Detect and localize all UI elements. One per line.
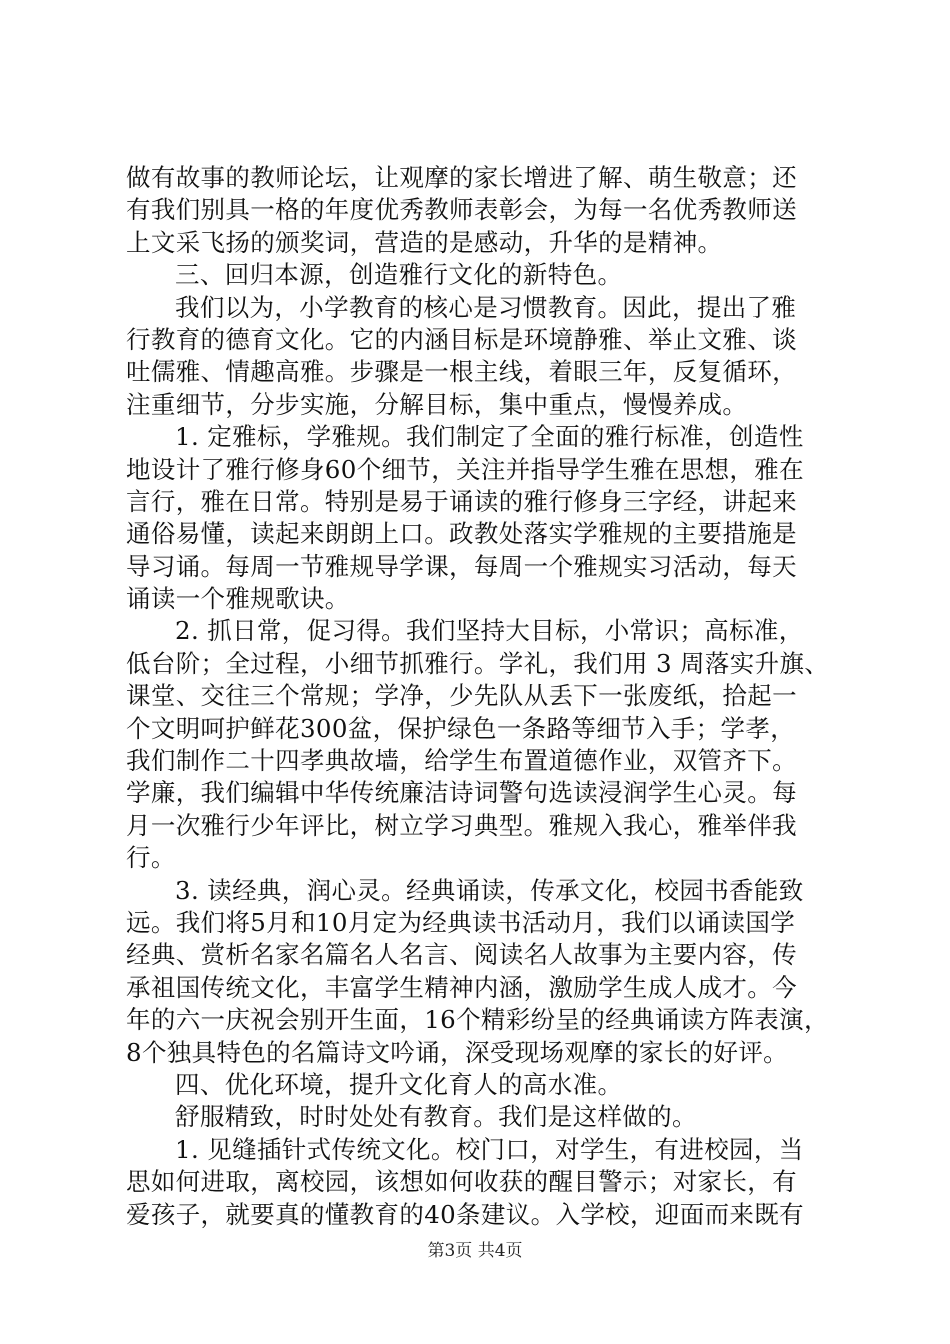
text-line: 地设计了雅行修身60个细节，关注并指导学生雅在思想，雅在 bbox=[126, 454, 804, 484]
text-line: 舒服精致，时时处处有教育。我们是这样做的。 bbox=[175, 1102, 697, 1132]
text-line: 低台阶；全过程，小细节抓雅行。学礼，我们用 3 周落实升旗、 bbox=[126, 648, 830, 678]
text-line: 远。我们将5月和10月定为经典读书活动月，我们以诵读国学 bbox=[126, 907, 796, 937]
text-line: 学廉，我们编辑中华传统廉洁诗词警句选读浸润学生心灵。每 bbox=[126, 778, 797, 808]
text-line: 言行，雅在日常。特别是易于诵读的雅行修身三字经，讲起来 bbox=[126, 486, 797, 516]
text-line: 我们以为，小学教育的核心是习惯教育。因此，提出了雅 bbox=[175, 292, 797, 322]
text-line: 8个独具特色的名篇诗文吟诵，深受现场观摩的家长的好评。 bbox=[126, 1037, 789, 1067]
text-line: 经典、赏析名家名篇名人名言、阅读名人故事为主要内容，传 bbox=[126, 940, 797, 970]
text-line: 2. 抓日常，促习得。我们坚持大目标，小常识；高标准， bbox=[175, 616, 804, 646]
text-line: 四、优化环境，提升文化育人的高水准。 bbox=[175, 1069, 623, 1099]
text-line: 注重细节，分步实施，分解目标，集中重点，慢慢养成。 bbox=[126, 389, 748, 419]
text-line: 三、回归本源，创造雅行文化的新特色。 bbox=[175, 260, 623, 290]
text-line: 行教育的德育文化。它的内涵目标是环境静雅、举止文雅、谈 bbox=[126, 324, 797, 354]
text-line: 1. 见缝插针式传统文化。校门口，对学生，有进校园，当 bbox=[175, 1134, 804, 1164]
text-line: 个文明呵护鲜花300盆，保护绿色一条路等细节入手；学孝， bbox=[126, 713, 796, 743]
text-line: 思如何进取，离校园，该想如何收获的醒目警示；对家长，有 bbox=[126, 1167, 797, 1197]
text-line: 月一次雅行少年评比，树立学习典型。雅规入我心，雅举伴我 bbox=[126, 810, 797, 840]
page-footer: 第3页 共4页 bbox=[427, 1241, 523, 1261]
text-line: 课堂、交往三个常规；学净，少先队从丢下一张废纸，拾起一 bbox=[126, 681, 797, 711]
text-line: 通俗易懂，读起来朗朗上口。政教处落实学雅规的主要措施是 bbox=[126, 519, 797, 549]
text-line: 上文采飞扬的颁奖词，营造的是感动，升华的是精神。 bbox=[126, 227, 723, 257]
text-line: 承祖国传统文化，丰富学生精神内涵，激励学生成人成才。今 bbox=[126, 972, 797, 1002]
text-line: 导习诵。每周一节雅规导学课，每周一个雅规实习活动，每天 bbox=[126, 551, 797, 581]
text-line: 行。 bbox=[126, 843, 176, 873]
text-line: 爱孩子，就要真的懂教育的40条建议。入学校，迎面而来既有 bbox=[126, 1199, 804, 1229]
text-line: 诵读一个雅规歌诀。 bbox=[126, 584, 350, 614]
document-body bbox=[126, 162, 834, 1231]
text-line: 做有故事的教师论坛，让观摩的家长增进了解、萌生敬意；还 bbox=[126, 163, 797, 192]
text-line: 吐儒雅、情趣高雅。步骤是一根主线，着眼三年，反复循环， bbox=[126, 357, 797, 387]
text-line: 1. 定雅标，学雅规。我们制定了全面的雅行标准，创造性 bbox=[175, 422, 804, 452]
text-line: 年的六一庆祝会别开生面，16个精彩纷呈的经典诵读方阵表演， bbox=[126, 1005, 829, 1035]
text-line: 有我们别具一格的年度优秀教师表彰会，为每一名优秀教师送 bbox=[126, 195, 797, 225]
text-line: 我们制作二十四孝典故墙，给学生布置道德作业，双管齐下。 bbox=[126, 746, 797, 776]
text-line: 3. 读经典，润心灵。经典诵读，传承文化，校园书香能致 bbox=[175, 875, 804, 905]
